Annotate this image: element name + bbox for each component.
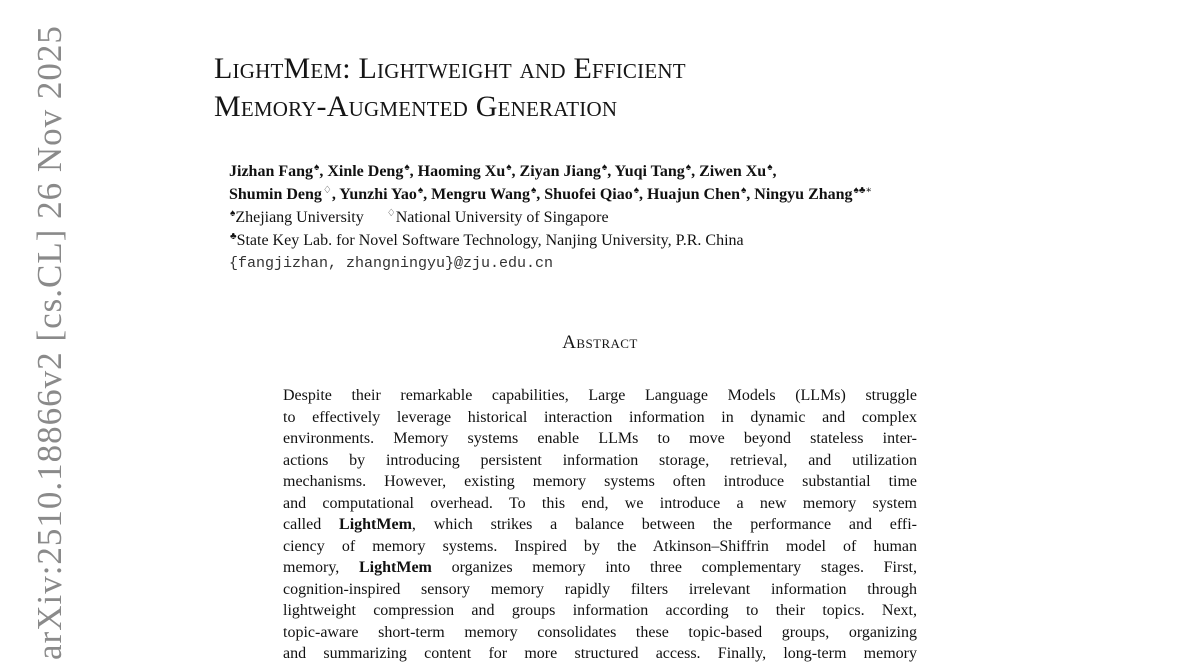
author-separator: ,	[536, 186, 545, 203]
abstract-line	[283, 471, 917, 493]
abstract-text: topic-aware short-term memory consolidates these topic-based groups, organizing	[283, 623, 917, 641]
system-name-emphasis: LightMem	[359, 559, 432, 576]
abstract-line	[283, 643, 917, 665]
author-line-2	[229, 183, 1129, 206]
author-name: Yuqi Tang	[614, 163, 685, 180]
affiliation-nanjing: State Key Lab. for Novel Software Technology, Nanjing University, P.R. China	[236, 232, 744, 249]
author-separator: ,	[607, 163, 615, 180]
affiliation-marker: ♠	[417, 185, 424, 196]
abstract-text: lightweight compression and groups information according to their topics. Next,	[283, 602, 917, 619]
author-name: Ziwen Xu	[699, 163, 767, 180]
affiliation-zhejiang: Zhejiang University	[235, 209, 364, 226]
author-name: Jizhan Fang	[229, 163, 314, 180]
author-name: Shumin Deng	[229, 186, 322, 203]
author-name: Xinle Deng	[327, 163, 404, 180]
abstract-text: mechanisms. However, existing memory systems often introduce substantial time	[283, 473, 917, 490]
author-name: Huajun Chen	[647, 186, 740, 203]
affiliation-line-1	[229, 206, 1129, 229]
abstract-text: and computational overhead. To this end, we introduce a new memory system	[283, 494, 917, 512]
affiliation-marker: ♠	[685, 162, 692, 173]
contact-email: {fangjizhan, zhangningyu}@zju.edu.cn	[229, 255, 554, 272]
abstract-heading: Abstract	[562, 332, 638, 353]
author-name: Shuofei Qiao	[544, 186, 633, 203]
author-name: Mengru Wang	[431, 186, 530, 203]
system-name-emphasis: LightMem	[339, 516, 412, 533]
abstract-line	[283, 428, 917, 450]
abstract-line	[283, 493, 917, 515]
abstract-text: called	[283, 516, 340, 533]
author-name: Yunzhi Yao	[339, 186, 417, 203]
club-marker: ♣	[230, 231, 237, 242]
affiliation-marker: ♠	[314, 162, 320, 173]
author-separator: ,	[639, 186, 648, 203]
title-line-2: Memory-Augmented Generation	[214, 90, 618, 123]
abstract-line	[283, 536, 917, 558]
affiliation-marker: ♠	[767, 162, 773, 173]
abstract-line	[283, 622, 917, 644]
abstract-body	[283, 385, 917, 665]
author-separator: ,	[331, 186, 340, 203]
affiliation-nus: National University of Singapore	[395, 209, 609, 226]
abstract-text: to effectively leverage historical interaction information in dynamic and complex	[283, 408, 917, 426]
author-name: Ziyan Jiang	[519, 163, 601, 180]
affiliation-marker: ♢	[322, 185, 332, 196]
abstract-line	[283, 385, 917, 407]
abstract-text: memory,	[283, 559, 359, 576]
author-line-1	[229, 160, 1129, 183]
abstract-line	[283, 600, 917, 622]
author-separator: ,	[423, 186, 432, 203]
affiliation-marker: ♠♣∗	[853, 185, 873, 196]
title-line-1: LightMem: Lightweight and Efficient	[214, 52, 686, 85]
author-separator: ,	[772, 163, 777, 180]
affiliation-marker: ♠	[506, 162, 512, 173]
affiliation-marker: ♠	[740, 185, 747, 196]
affiliation-line-2	[229, 229, 1129, 252]
author-separator: ,	[511, 163, 520, 180]
author-separator: ,	[409, 163, 418, 180]
abstract-line	[283, 514, 917, 536]
affiliation-marker: ♠	[633, 185, 640, 196]
author-separator: ,	[319, 163, 328, 180]
arxiv-identifier-stamp: arXiv:2510.18866v2 [cs.CL] 26 Nov 2025	[30, 25, 69, 660]
abstract-text: actions by introducing persistent information storage, retrieval, and utilization	[283, 451, 917, 469]
author-separator: ,	[691, 163, 700, 180]
abstract-text: organizes memory into three complementary stages. First,	[431, 559, 918, 576]
abstract-line	[283, 557, 917, 579]
affiliation-marker: ♠	[404, 162, 410, 173]
abstract-text: environments. Memory systems enable LLMs to move beyond stateless inter-	[283, 430, 917, 447]
abstract-line	[283, 579, 917, 601]
abstract-text: ciency of memory systems. Inspired by the Atkinson–Shiffrin model of human	[283, 537, 917, 555]
paper-title	[214, 50, 686, 126]
author-separator: ,	[746, 186, 755, 203]
abstract-text: , which strikes a balance between the performance and effi-	[411, 516, 918, 533]
affiliation-marker: ♠	[530, 185, 537, 196]
spade-marker: ♠	[230, 208, 236, 219]
diamond-marker: ♢	[386, 208, 396, 219]
abstract-text: and summarizing content for more structured access. Finally, long-term memory	[283, 645, 917, 662]
abstract-text: Despite their remarkable capabilities, Large Language Models (LLMs) struggle	[283, 387, 917, 404]
abstract-text: cognition-inspired sensory memory rapidly filters irrelevant information through	[283, 580, 917, 598]
affiliation-marker: ♠	[601, 162, 608, 173]
author-block	[229, 160, 1129, 275]
author-name: Haoming Xu	[417, 163, 506, 180]
author-name: Ningyu Zhang	[754, 186, 853, 203]
abstract-line	[283, 407, 917, 429]
abstract-line	[283, 450, 917, 472]
